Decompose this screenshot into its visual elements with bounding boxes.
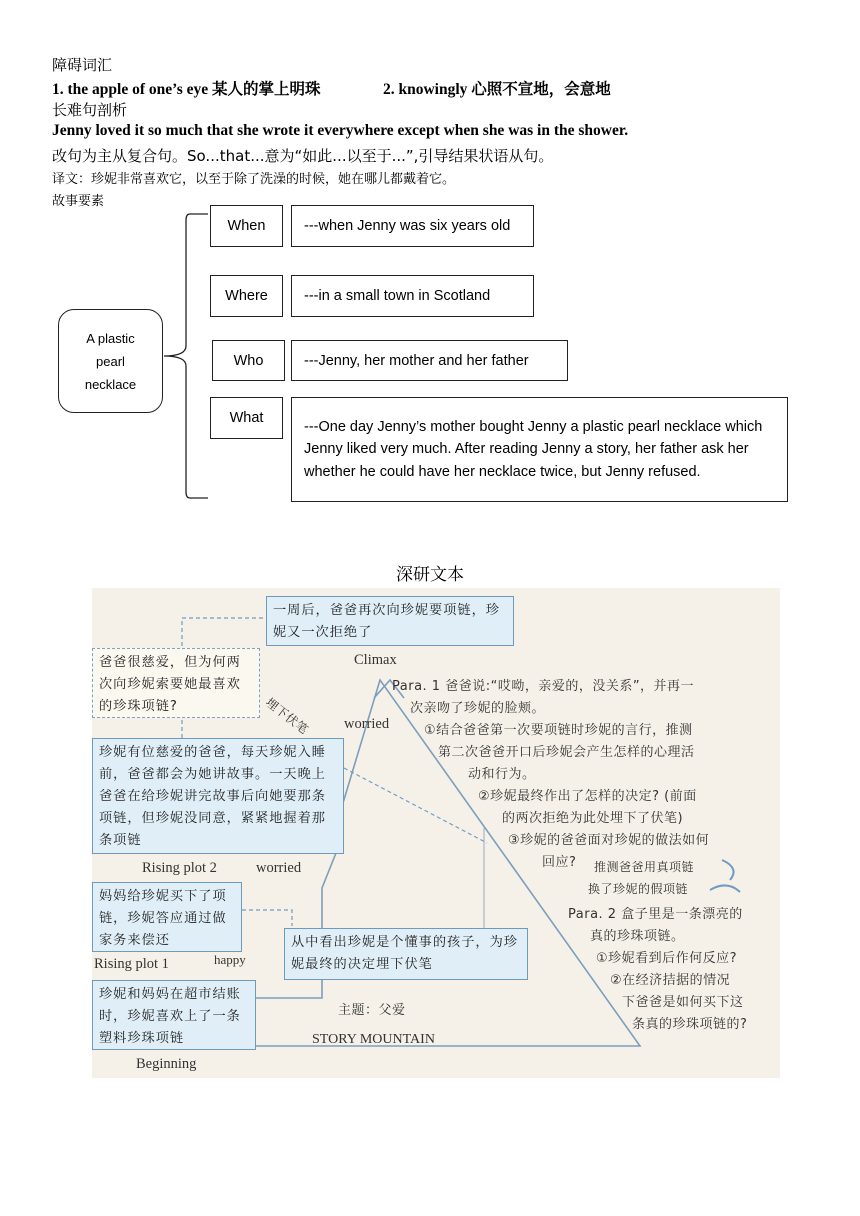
- rising1-label: Rising plot 1: [94, 956, 169, 972]
- when-value: ---when Jenny was six years old: [291, 205, 534, 247]
- center-topic-box: [58, 309, 163, 413]
- sentence-heading: 长难句剖析: [52, 101, 128, 119]
- note-beginning: 珍妮和妈妈在超市结账时，珍妮喜欢上了一条塑料珍珠项链: [92, 980, 256, 1050]
- center-line-1: A plastic: [86, 330, 135, 346]
- story-mountain-diagram: [92, 588, 780, 1078]
- bracket: [160, 210, 220, 502]
- para2-text: Para. 2 盒子里是一条漂亮的 真的珍珠项链。 ①珍妮看到后作何反应? ②在经济拮据的情况 下爸爸是如何买下这 条真的珍珠项链的?: [568, 907, 748, 1032]
- what-label: What: [210, 397, 283, 439]
- worried-top-label: worried: [344, 716, 390, 732]
- where-label: Where: [210, 275, 283, 317]
- vocab-heading: 障碍词汇: [52, 56, 113, 74]
- deep-title: 深研文本: [396, 565, 464, 585]
- vocab-item-2: 2. knowingly 心照不宣地，会意地: [383, 81, 611, 98]
- beginning-label: Beginning: [136, 1056, 197, 1072]
- note-rising2: 珍妮有位慈爱的爸爸，每天珍妮入睡前，爸爸都会为她讲故事。一天晚上爸爸在给珍妮讲完故事后向她要那条项链，但珍妮没同意，紧紧地握着那条项链: [92, 738, 344, 854]
- rising2-label: Rising plot 2: [142, 860, 217, 876]
- happy-label: happy: [214, 952, 246, 967]
- story-heading: 故事要素: [52, 194, 105, 209]
- note-rising1: 妈妈给珍妮买下了项链，珍妮答应通过做家务来偿还: [92, 882, 242, 952]
- theme-label: 主题：父爱: [338, 1003, 406, 1018]
- center-line-2: pearl: [96, 353, 125, 369]
- what-value: ---One day Jenny’s mother bought Jenny a plastic pearl necklace which Jenny liked very much. After reading Jenny a story, her father ask her whether he could have her necklace twice, but Jenny refused.: [291, 397, 788, 502]
- guess-line-1: 推测爸爸用真项链: [594, 860, 695, 874]
- sentence-analysis: 改句为主从复合句。So...that...意为“如此...以至于...”,引导结果状语从句。: [52, 147, 554, 165]
- who-value: ---Jenny, her mother and her father: [291, 340, 568, 381]
- where-value: ---in a small town in Scotland: [291, 275, 534, 317]
- note-question: 爸爸很慈爱，但为何两次向珍妮索要她最喜欢的珍珠项链?: [92, 648, 260, 718]
- center-line-3: necklace: [84, 376, 137, 392]
- when-label: When: [210, 205, 283, 247]
- note-climax: 一周后，爸爸再次向珍妮要项链，珍妮又一次拒绝了: [266, 596, 514, 646]
- foreshadow-label: 埋下伏笔: [262, 695, 311, 737]
- sentence-english: Jenny loved it so much that she wrote it everywhere except when she was in the shower.: [52, 122, 629, 139]
- note-sensible: 从中看出珍妮是个懂事的孩子，为珍妮最终的决定埋下伏笔: [284, 928, 528, 980]
- who-label: Who: [212, 340, 285, 381]
- guess-line-2: 换了珍妮的假项链: [588, 882, 689, 896]
- mountain-label: STORY MOUNTAIN: [312, 1032, 435, 1047]
- worried-mid-label: worried: [256, 860, 302, 876]
- para1-text: Para. 1 爸爸说:“哎呦，亲爱的，没关系”，并再一 次亲吻了珍妮的脸颊。 ①结合爸爸第一次要项链时珍妮的言行，推测 第二次爸爸开口后珍妮会产生怎样的心理活 动和行为。 ②珍妮最终作出了怎样的决定? (前面 的两次拒绝为此处埋下了伏笔) ③珍妮的爸爸面对珍妮的做法如何 回应?: [392, 679, 710, 870]
- climax-label: Climax: [354, 652, 397, 668]
- vocab-item-1: 1. the apple of one’s eye 某人的掌上明珠: [52, 81, 321, 98]
- sentence-translation: 译文：珍妮非常喜欢它，以至于除了洗澡的时候，她在哪儿都戴着它。: [52, 172, 456, 187]
